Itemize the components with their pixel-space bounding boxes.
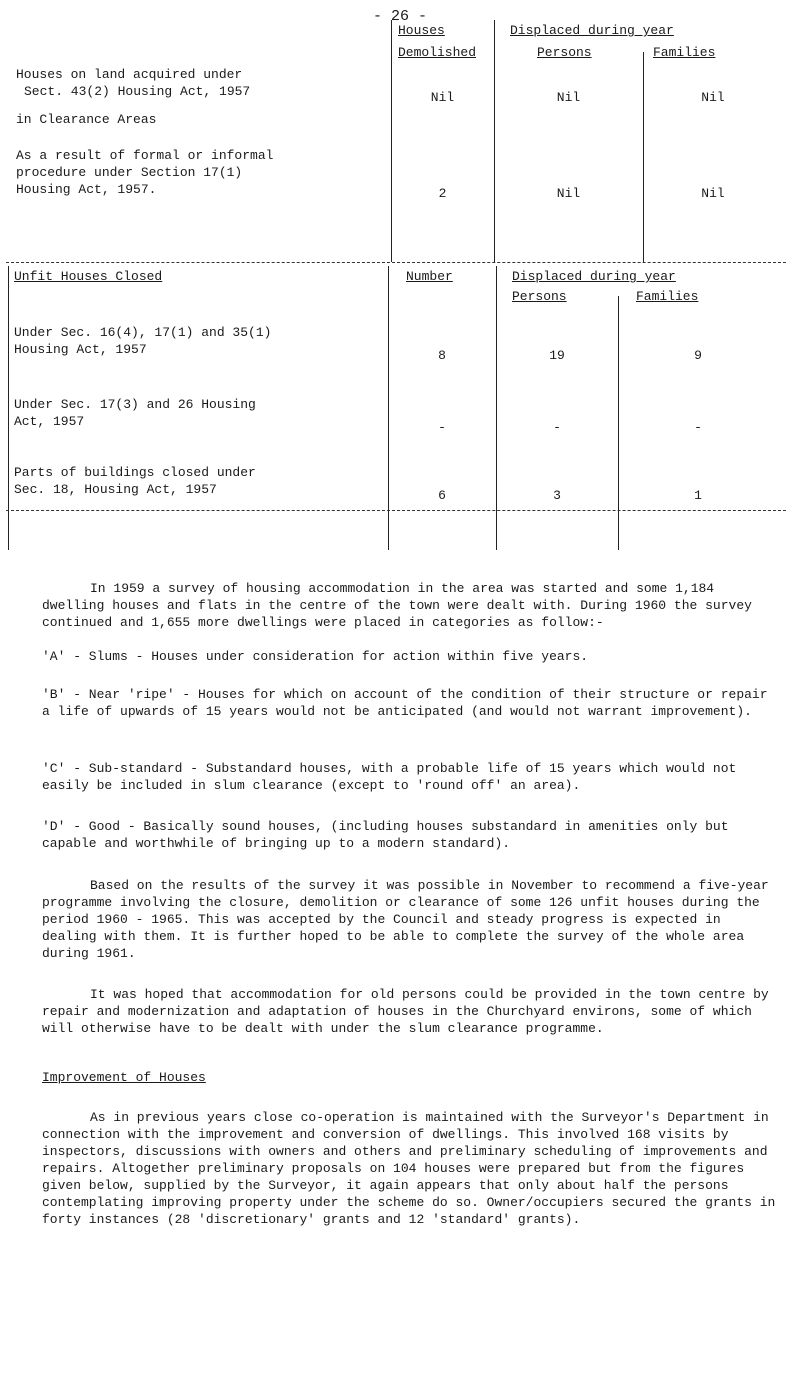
page-number: - 26 - bbox=[372, 8, 427, 25]
table-divider bbox=[6, 262, 786, 263]
improvement-paragraph: As in previous years close co-operation is maintained with the Surveyor's Department in connection with the improvement and conversion of dwellings. This involved 168 visits by inspectors, discussions with owners and others and preliminary scheduling of improvements and repairs. Altogether preliminary proposals on 104 houses were prepared but from the figures given below, supplied by the Surveyor, it again appears that only about half the persons contemplating improving property under the scheme do so. Owner/occupiers secured the grants in forty instances (28 'discretionary' grants and 12 'standard' grants). bbox=[42, 1110, 776, 1227]
table1-divider bbox=[494, 20, 495, 262]
old-persons-paragraph: It was hoped that accommodation for old persons could be provided in the town centre by repair and modernization and adaptation of houses in the Churchyard environs, some of which will otherwise have to be dealt with under the slum clearance programme. bbox=[42, 987, 769, 1036]
row-label: Parts of buildings closed under Sec. 18, Housing Act, 1957 bbox=[14, 465, 256, 497]
persons-cell: 19 bbox=[549, 348, 565, 363]
families-cell: - bbox=[694, 420, 702, 435]
table1-divider bbox=[391, 20, 392, 262]
category-b: 'B' - Near 'ripe' - Houses for which on account of the condition of their structure or repair a life of upwards of 15 years would not be anticipated (and would not warrant improvement). bbox=[42, 687, 768, 719]
section-heading: Improvement of Houses bbox=[42, 1070, 206, 1085]
families-cell: Nil bbox=[701, 186, 725, 201]
houses-demolished-header-2: Demolished bbox=[398, 45, 477, 60]
families-cell: Nil bbox=[701, 90, 725, 105]
table2-divider bbox=[8, 266, 9, 550]
unfit-houses-title: Unfit Houses Closed bbox=[14, 269, 163, 284]
category-d: 'D' - Good - Basically sound houses, (including houses substandard in amenities only but capable and worthwhile of bringing up to a modern standard). bbox=[42, 819, 729, 851]
number-cell: 6 bbox=[438, 488, 446, 503]
table2-divider bbox=[388, 266, 389, 550]
category-c: 'C' - Sub-standard - Substandard houses, with a probable life of 15 years which would not easily be included in slum clearance (except to 'round off' an area). bbox=[42, 761, 737, 793]
persons-cell: Nil bbox=[556, 90, 581, 105]
families-header: Families bbox=[653, 45, 716, 60]
demolished-cell: Nil bbox=[430, 90, 455, 105]
row-label: in Clearance Areas bbox=[16, 112, 157, 127]
persons-header: Persons bbox=[537, 45, 592, 60]
row-label: As a result of formal or informal procedure under Section 17(1) Housing Act, 1957. bbox=[16, 148, 274, 197]
number-cell: 8 bbox=[438, 348, 446, 363]
number-cell: - bbox=[438, 420, 446, 435]
displaced-header: Displaced during year bbox=[512, 269, 676, 284]
families-cell: 1 bbox=[694, 488, 702, 503]
persons-cell: Nil bbox=[556, 186, 581, 201]
row-label: Under Sec. 16(4), 17(1) and 35(1) Housing Act, 1957 bbox=[14, 325, 272, 357]
families-cell: 9 bbox=[694, 348, 702, 363]
programme-paragraph: Based on the results of the survey it was possible in November to recommend a five-year programme involving the closure, demolition or clearance of some 126 unfit houses during the period 1960 - 1965. This was accepted by the Council and steady progress is expected in dealing with them. It is further hoped to be able to complete the survey of the whole area during 1961. bbox=[42, 878, 769, 961]
displaced-header: Displaced during year bbox=[510, 23, 674, 38]
families-header: Families bbox=[636, 289, 699, 304]
persons-cell: 3 bbox=[553, 488, 561, 503]
persons-cell: - bbox=[553, 420, 561, 435]
table-bottom-rule bbox=[6, 510, 786, 511]
row-label: Houses on land acquired under Sect. 43(2) Housing Act, 1957 bbox=[16, 67, 251, 99]
number-header: Number bbox=[406, 269, 453, 284]
houses-demolished-header: Houses bbox=[398, 23, 445, 38]
persons-header: Persons bbox=[512, 289, 567, 304]
row-label: Under Sec. 17(3) and 26 Housing Act, 1957 bbox=[14, 397, 256, 429]
survey-paragraph: In 1959 a survey of housing accommodation in the area was started and some 1,184 dwelling houses and flats in the centre of the town were dealt with. During 1960 the survey continued and 1,655 more dwellings were placed in categories as follow:- bbox=[42, 581, 752, 630]
table1-divider bbox=[643, 52, 644, 262]
demolished-cell: 2 bbox=[438, 186, 447, 201]
category-a: 'A' - Slums - Houses under consideration for action within five years. bbox=[42, 649, 589, 664]
table2-divider bbox=[496, 266, 497, 550]
